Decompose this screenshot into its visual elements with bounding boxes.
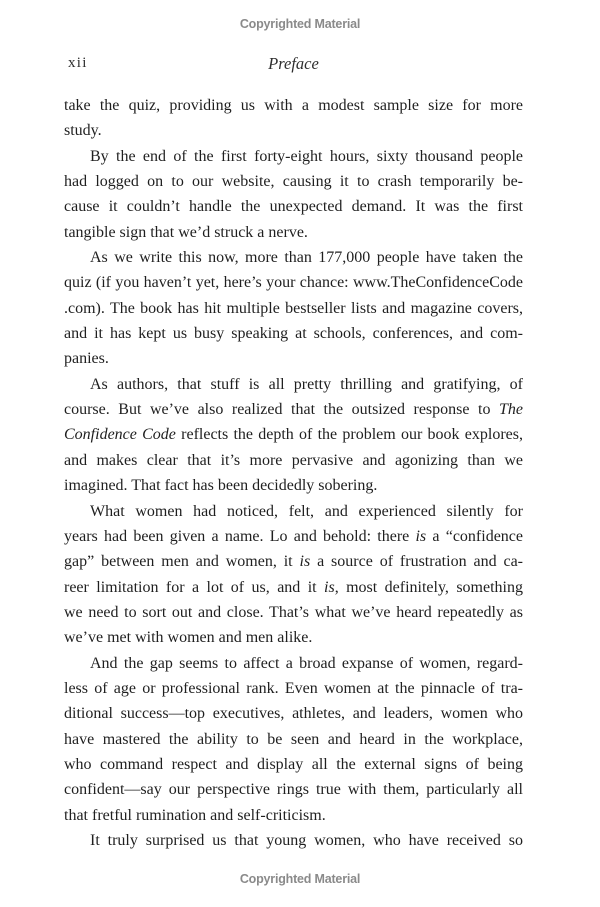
text-segment: and it has kept us busy speaking at schools, conferences, and com- — [64, 325, 523, 343]
text-segment: years had been given a name. Lo and behold: there — [64, 527, 416, 545]
text-line — [64, 169, 523, 194]
text-segment: have mastered the ability to be seen and heard in the workplace, — [64, 730, 523, 748]
page-header — [64, 54, 523, 76]
text-line — [64, 727, 523, 752]
text-line — [64, 777, 523, 802]
text-line — [64, 473, 523, 498]
text-line — [64, 321, 523, 346]
text-line — [64, 803, 523, 828]
text-line — [64, 625, 523, 650]
text-line — [64, 93, 523, 118]
text-segment: reer limitation for a lot of us, and it — [64, 578, 325, 596]
page-number: xii — [68, 55, 88, 71]
text-line — [64, 372, 523, 397]
text-line — [64, 600, 523, 625]
text-segment: who command respect and display all the external signs of being — [64, 755, 523, 773]
text-segment-italic: is — [299, 553, 311, 571]
text-segment: As we write this now, more than 177,000 people have taken the — [90, 249, 523, 267]
text-segment: It truly surprised us that young women, who have received so — [90, 831, 523, 849]
text-segment: reflects the depth of the problem our book explores, — [175, 426, 523, 444]
text-segment: we need to sort out and close. That’s what we’ve heard repeatedly as — [64, 603, 523, 621]
text-segment: What women had noticed, felt, and experienced silently for — [90, 502, 523, 520]
copyright-watermark-bottom: Copyrighted Material — [239, 872, 361, 886]
text-segment: and makes clear that it’s more pervasive and agonizing than we — [64, 451, 523, 469]
running-head-title: Preface — [268, 54, 319, 73]
text-line — [64, 499, 523, 524]
text-segment-italic: The — [499, 401, 523, 419]
text-segment: had logged on to our website, causing it to crash temporarily be- — [64, 173, 523, 191]
text-line — [64, 549, 523, 574]
text-line — [64, 676, 523, 701]
text-line — [64, 422, 523, 447]
text-line — [64, 397, 523, 422]
text-segment: panies. — [64, 350, 109, 368]
text-segment: that fretful rumination and self-criticism. — [64, 806, 326, 824]
page-body-text — [64, 93, 523, 853]
text-line — [64, 220, 523, 245]
text-line — [64, 651, 523, 676]
text-line — [64, 701, 523, 726]
text-segment: a source of frustration and ca- — [310, 553, 523, 571]
text-line — [64, 245, 523, 270]
text-line — [64, 828, 523, 853]
text-segment: course. But we’ve also realized that the outsized response to — [64, 401, 499, 419]
text-segment-italic: Confidence Code — [64, 426, 176, 444]
text-segment-italic: is — [415, 527, 427, 545]
text-segment: quiz (if you haven’t yet, here’s your chance: www.TheConfidenceCode — [64, 274, 523, 292]
text-segment: confident—say our perspective rings true with them, particularly all — [64, 781, 523, 799]
copyright-watermark-top: Copyrighted Material — [239, 17, 361, 31]
text-segment: ditional success—top executives, athletes, and leaders, women who — [64, 705, 523, 723]
text-segment: a “confidence — [426, 527, 523, 545]
text-segment: gap” between men and women, it — [64, 553, 300, 571]
text-segment: And the gap seems to affect a broad expanse of women, regard- — [90, 654, 523, 672]
text-line — [64, 296, 523, 321]
text-segment: imagined. That fact has been decidedly sobering. — [64, 477, 378, 495]
text-segment: , most definitely, something — [334, 578, 523, 596]
text-line — [64, 144, 523, 169]
text-line — [64, 752, 523, 777]
text-segment: take the quiz, providing us with a modest sample size for more — [64, 97, 523, 114]
text-segment: cause it couldn’t handle the unexpected demand. It was the first — [64, 198, 523, 216]
text-segment: we’ve met with women and men alike. — [64, 629, 313, 647]
text-segment-italic: is — [324, 578, 335, 596]
text-segment: tangible sign that we’d struck a nerve. — [64, 223, 308, 241]
text-segment: .com). The book has hit multiple bestseller lists and magazine covers, — [64, 299, 523, 317]
text-line — [64, 575, 523, 600]
text-segment: By the end of the first forty-eight hours, sixty thousand people — [90, 147, 523, 165]
text-line — [64, 448, 523, 473]
text-line — [64, 524, 523, 549]
text-line — [64, 194, 523, 219]
text-segment: less of age or professional rank. Even women at the pinnacle of tra- — [64, 679, 523, 697]
text-line — [64, 118, 523, 143]
text-line — [64, 346, 523, 371]
text-segment: As authors, that stuff is all pretty thrilling and gratifying, of — [90, 375, 523, 393]
text-line — [64, 270, 523, 295]
text-segment: study. — [64, 122, 102, 140]
